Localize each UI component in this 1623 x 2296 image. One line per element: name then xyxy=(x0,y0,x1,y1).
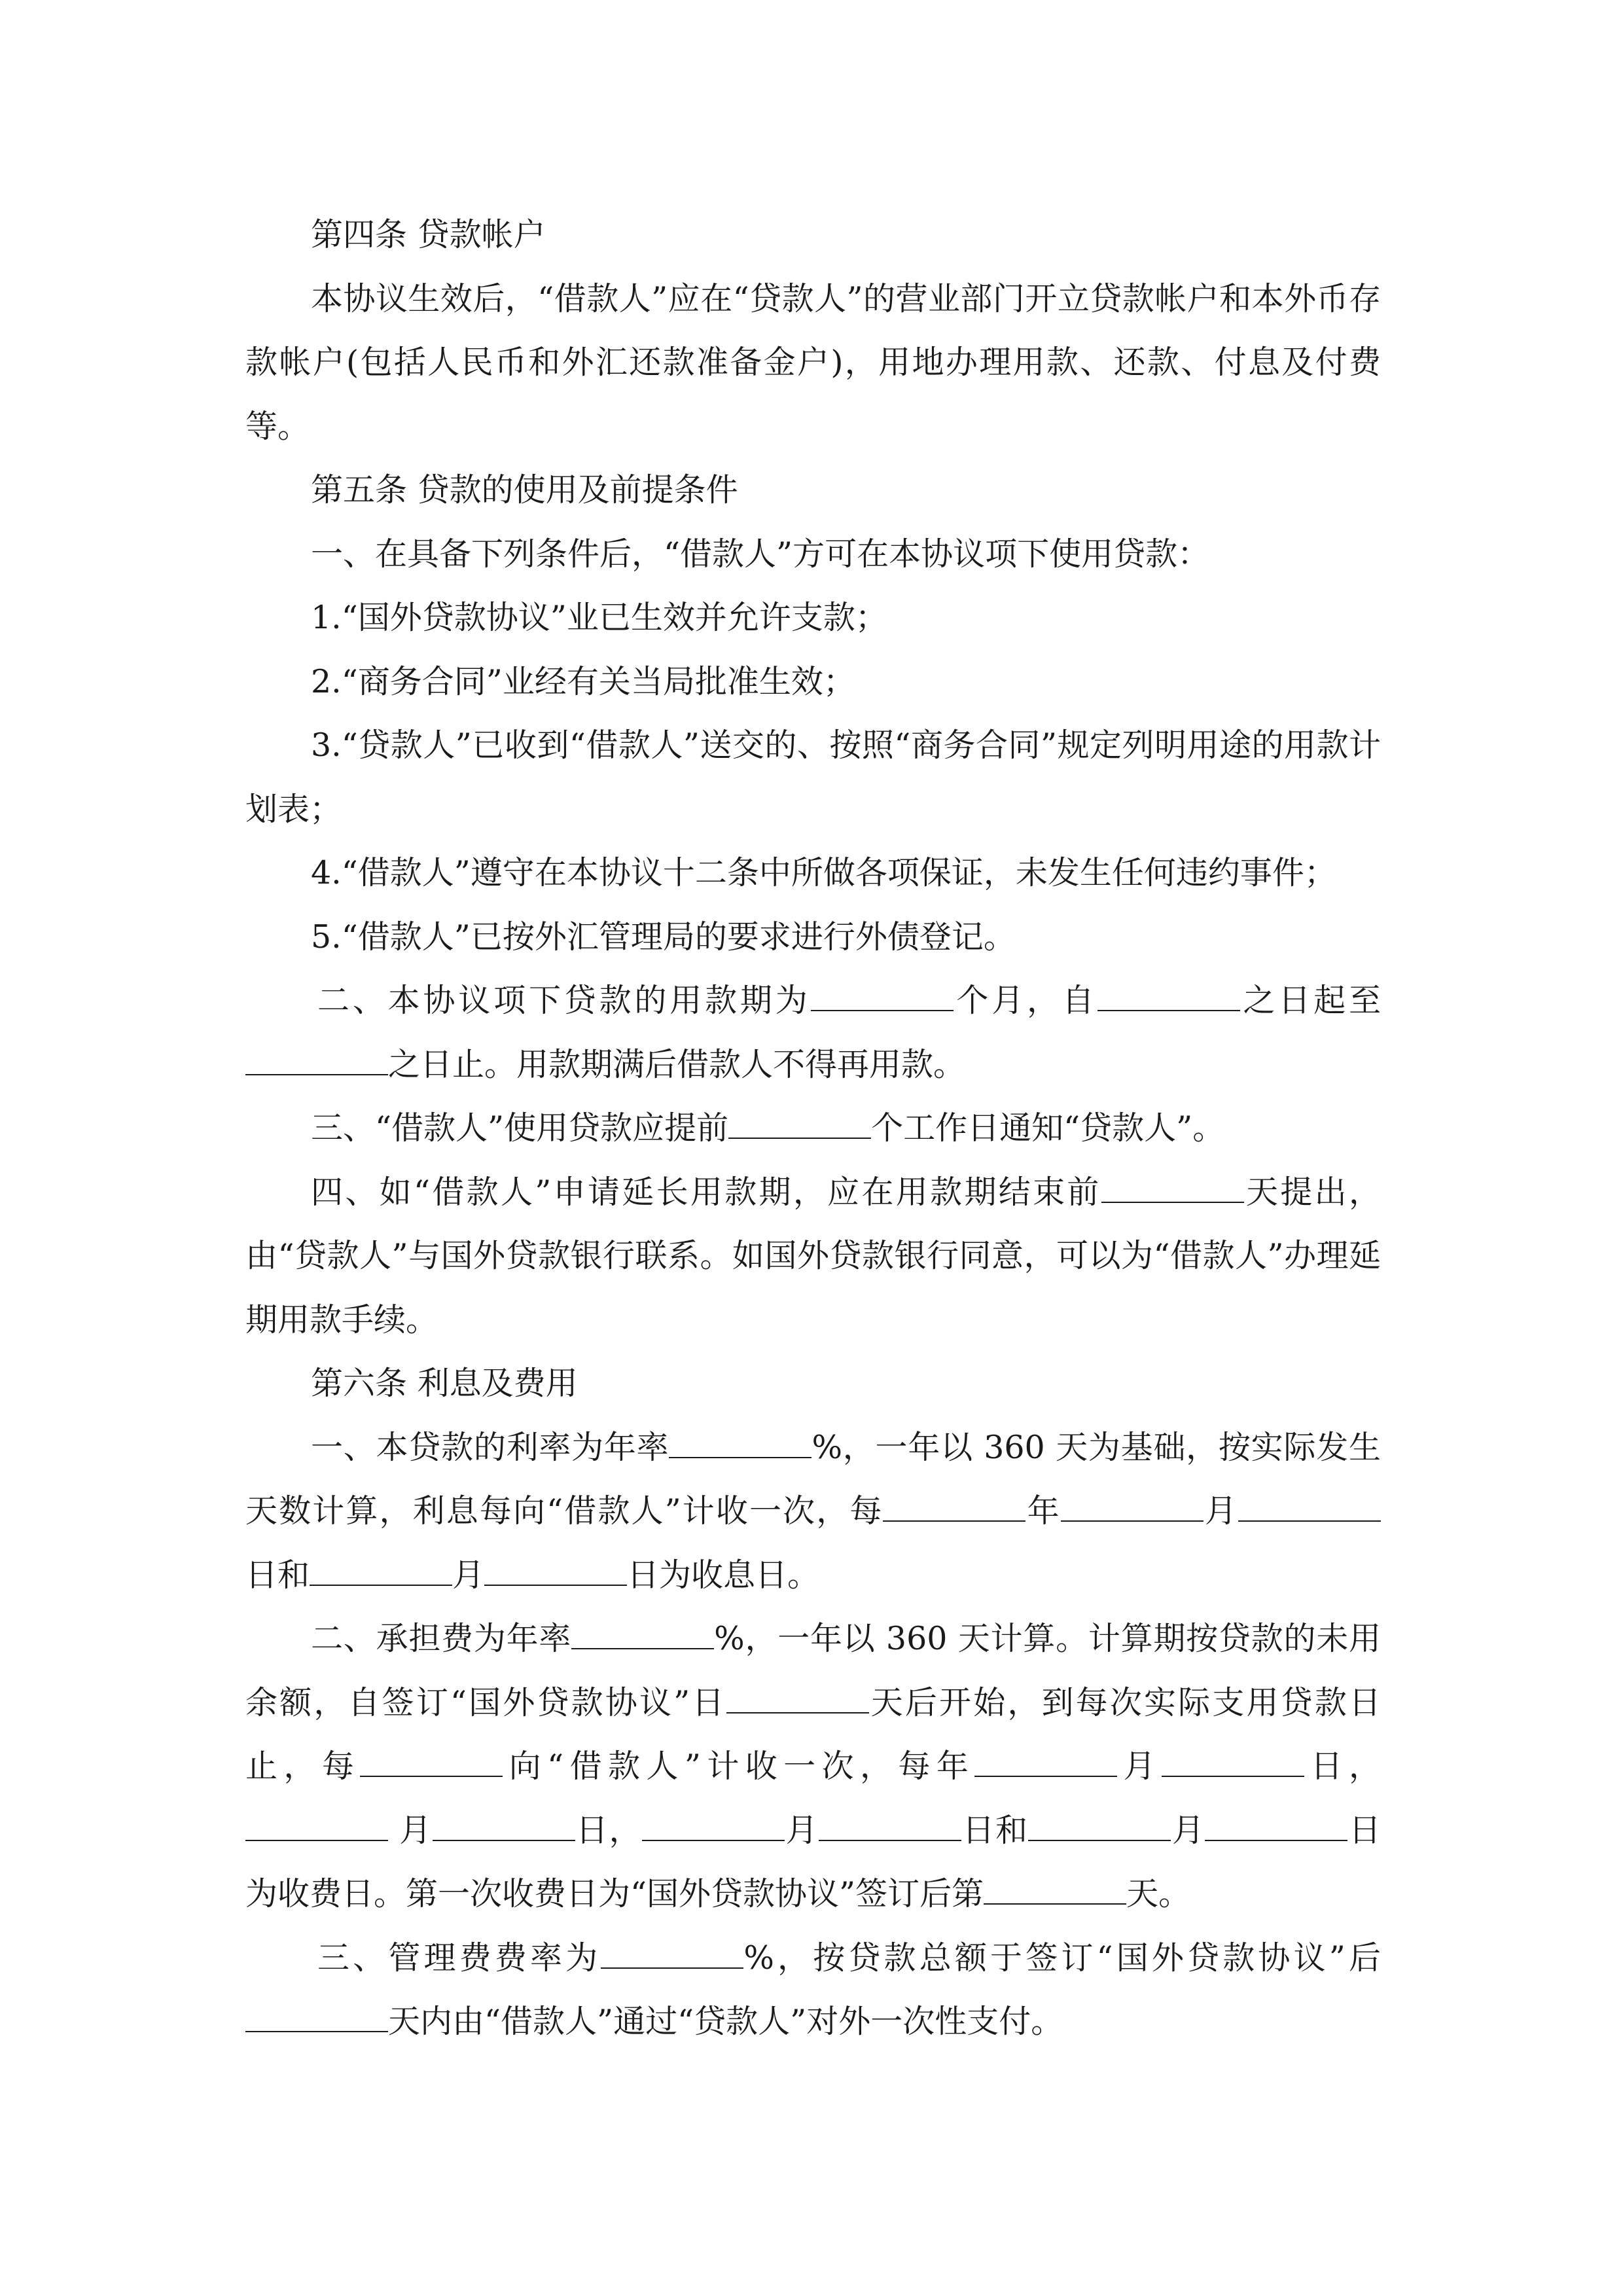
article5-item1: 1.“国外贷款协议”业已生效并允许支款； xyxy=(311,599,887,636)
article5-heading: 第五条 贷款的使用及前提条件 xyxy=(311,471,738,509)
blank-field[interactable] xyxy=(571,1617,714,1649)
blank-field[interactable] xyxy=(1097,979,1240,1011)
blank-field[interactable] xyxy=(433,1809,575,1841)
article5-clause4: 四、如“借款人”申请延长用款期，应在用款期结束前 天提出，由“贷款人”与国外贷款银行联系。如国外贷款银行同意，可以为“借款人”办理延期用款手续。 xyxy=(245,1160,1381,1352)
blank-field[interactable] xyxy=(245,2000,388,2032)
blank-field[interactable] xyxy=(984,1873,1126,1905)
blank-field[interactable] xyxy=(1205,1809,1347,1841)
blank-field[interactable] xyxy=(811,979,954,1011)
article4-paragraph: 本协议生效后，“借款人”应在“贷款人”的营业部门开立贷款帐户和本外币存款帐户(包括人民币和外汇还款准备金户)，用地办理用款、还款、付息及付费等。 xyxy=(245,279,1381,445)
blank-field[interactable] xyxy=(728,1107,871,1139)
blank-field[interactable] xyxy=(819,1809,961,1841)
blank-field[interactable] xyxy=(245,1043,388,1075)
blank-field[interactable] xyxy=(1061,1490,1204,1522)
blank-field[interactable] xyxy=(245,1809,388,1841)
blank-field[interactable] xyxy=(360,1745,503,1777)
blank-field[interactable] xyxy=(726,1681,869,1713)
blank-field[interactable] xyxy=(883,1490,1026,1522)
article5-clause2: 二、本协议项下贷款的用款期为 个月，自 之日起至 之日止。用款期满后借款人不得再用款。 xyxy=(245,969,1381,1096)
blank-field[interactable] xyxy=(1028,1809,1171,1841)
blank-field[interactable] xyxy=(974,1745,1117,1777)
blank-field[interactable] xyxy=(310,1554,452,1586)
article6-heading: 第六条 利息及费用 xyxy=(311,1365,578,1402)
blank-field[interactable] xyxy=(642,1809,785,1841)
article5-item3: 3.“贷款人”已收到“借款人”送交的、按照“商务合同”规定列明用途的用款计划表； xyxy=(245,726,1381,828)
article5-item2: 2.“商务合同”业经有关当局批准生效； xyxy=(311,662,855,700)
article5-item4: 4.“借款人”遵守在本协议十二条中所做各项保证，未发生任何违约事件； xyxy=(311,854,1336,891)
article4-heading: 第四条 贷款帐户 xyxy=(311,216,546,253)
blank-field[interactable] xyxy=(1162,1745,1304,1777)
article5-clause3: 三、“借款人”使用贷款应提前 个工作日通知“贷款人”。 xyxy=(245,1096,1381,1160)
article5-clause1: 一、在具备下列条件后，“借款人”方可在本协议项下使用贷款： xyxy=(311,535,1210,573)
blank-field[interactable] xyxy=(1101,1171,1244,1203)
article6-clause1: 一、本贷款的利率为年率 %，一年以 360 天为基础，按实际发生天数计算，利息每向“借款人”计收一次，每 年 月 日和 月 日为收息日。 xyxy=(245,1416,1381,1607)
article6-clause3: 三、管理费费率为 %，按贷款总额于签订“国外贷款协议”后 天内由“借款人”通过“贷款人”对外一次性支付。 xyxy=(245,1926,1381,2054)
blank-field[interactable] xyxy=(484,1554,627,1586)
article5-item5: 5.“借款人”已按外汇管理局的要求进行外债登记。 xyxy=(311,918,1016,956)
blank-field[interactable] xyxy=(669,1426,812,1458)
blank-field[interactable] xyxy=(1238,1490,1381,1522)
article6-clause2: 二、承担费为年率 %，一年以 360 天计算。计算期按贷款的未用余额，自签订“国外贷款协议”日 天后开始，到每次实际支用贷款日止，每 向“借款人”计收一次，每年 月 日， 月 日， 月 日和 月 日为收费日。第一次收费日为“国外贷款协议”签订后第 天。 xyxy=(245,1607,1381,1926)
blank-field[interactable] xyxy=(601,1937,743,1969)
